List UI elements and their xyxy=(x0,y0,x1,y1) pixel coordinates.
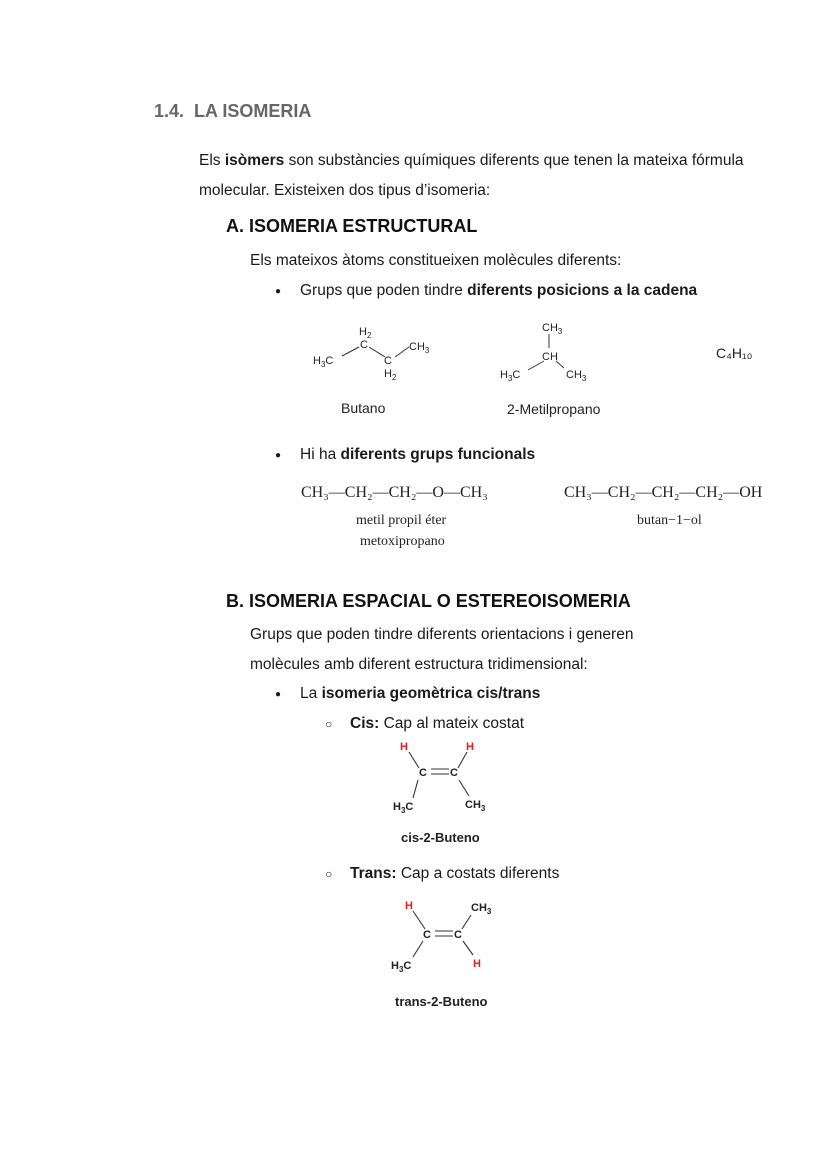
isomers-term: isòmers xyxy=(224,152,285,169)
cis-caption: cis-2-Buteno xyxy=(401,830,480,845)
svg-text:H3C: $H_3C$ xyxy=(391,960,412,974)
structural-heading: A. ISOMERIA ESTRUCTURAL xyxy=(226,216,478,236)
structural-description: Els mateixos àtoms constitueixen molècules diferents: xyxy=(250,252,622,269)
metilpropano-structure xyxy=(496,316,616,388)
svg-text:H: H xyxy=(466,741,474,753)
svg-text:CH3: $CH_3$ xyxy=(409,341,430,355)
trans-item: ○ Trans: Cap a costats diferents xyxy=(350,865,559,883)
svg-text:CH3: $CH_3$ xyxy=(542,322,563,336)
svg-text:H3C: $H_3C$ xyxy=(500,369,521,383)
bullet-geometric-isomerism: ● La isomeria geomètrica cis/trans xyxy=(300,685,540,703)
svg-text:C: C xyxy=(360,339,368,351)
section-title xyxy=(154,101,311,122)
section-number: 1.4. xyxy=(154,101,185,121)
svg-text:C: C xyxy=(419,767,427,779)
trans-buteno-structure xyxy=(385,897,505,977)
spatial-description: Grups que poden tindre diferents orientacions i generen molècules amb diferent estructura tridimensional: xyxy=(250,626,634,673)
butano-structure xyxy=(305,320,455,388)
svg-text:H: H xyxy=(400,741,408,753)
svg-text:H: H xyxy=(473,958,481,970)
bullet-functional-groups: ● Hi ha diferents grups funcionals xyxy=(300,446,535,464)
svg-text:CH: CH xyxy=(542,351,558,363)
alcohol-formula: CH₃—CH₂—CH₂—CH₂—OH xyxy=(564,484,763,501)
svg-text:C: C xyxy=(450,767,458,779)
svg-text:C: C xyxy=(423,929,431,941)
svg-text:C: C xyxy=(384,355,392,367)
metilpropano-caption: 2-Metilpropano xyxy=(507,401,601,417)
cis-buteno-structure xyxy=(385,736,505,820)
intro-paragraph: Els isòmers son substàncies químiques diferents que tenen la mateixa fórmula molecular. Existeixen dos tipus d’isomeria: xyxy=(199,152,744,199)
trans-caption: trans-2-Buteno xyxy=(395,994,488,1009)
ether-name-1: metil propil éter xyxy=(356,513,447,528)
svg-text:H2: $H_2$ xyxy=(359,326,372,340)
ether-name-2: metoxipropano xyxy=(360,534,445,549)
molecular-formula: C₄H₁₀ xyxy=(716,345,753,361)
cis-item: ○ Cis: Cap al mateix costat xyxy=(350,715,524,733)
svg-text:CH3: $CH_3$ xyxy=(465,799,486,813)
bullet-chain-positions: ● Grups que poden tindre diferents posicions a la cadena xyxy=(300,282,697,300)
svg-text:H3C: $H_3C$ xyxy=(393,801,414,815)
svg-text:CH3: $CH_3$ xyxy=(566,369,587,383)
svg-text:C: C xyxy=(454,929,462,941)
alcohol-name: butan−1−ol xyxy=(637,513,702,528)
svg-text:H3C: $H_3C$ xyxy=(313,355,334,369)
section-title-text: LA ISOMERIA xyxy=(194,101,312,121)
svg-text:H2: $H_2$ xyxy=(384,368,397,382)
svg-text:CH3: $CH_3$ xyxy=(471,902,492,916)
spatial-heading: B. ISOMERIA ESPACIAL O ESTEREOISOMERIA xyxy=(226,591,631,611)
butano-caption: Butano xyxy=(341,400,386,416)
ether-formula: CH₃—CH₂—CH₂—O—CH₃ xyxy=(301,484,488,501)
svg-text:H: H xyxy=(405,900,413,912)
